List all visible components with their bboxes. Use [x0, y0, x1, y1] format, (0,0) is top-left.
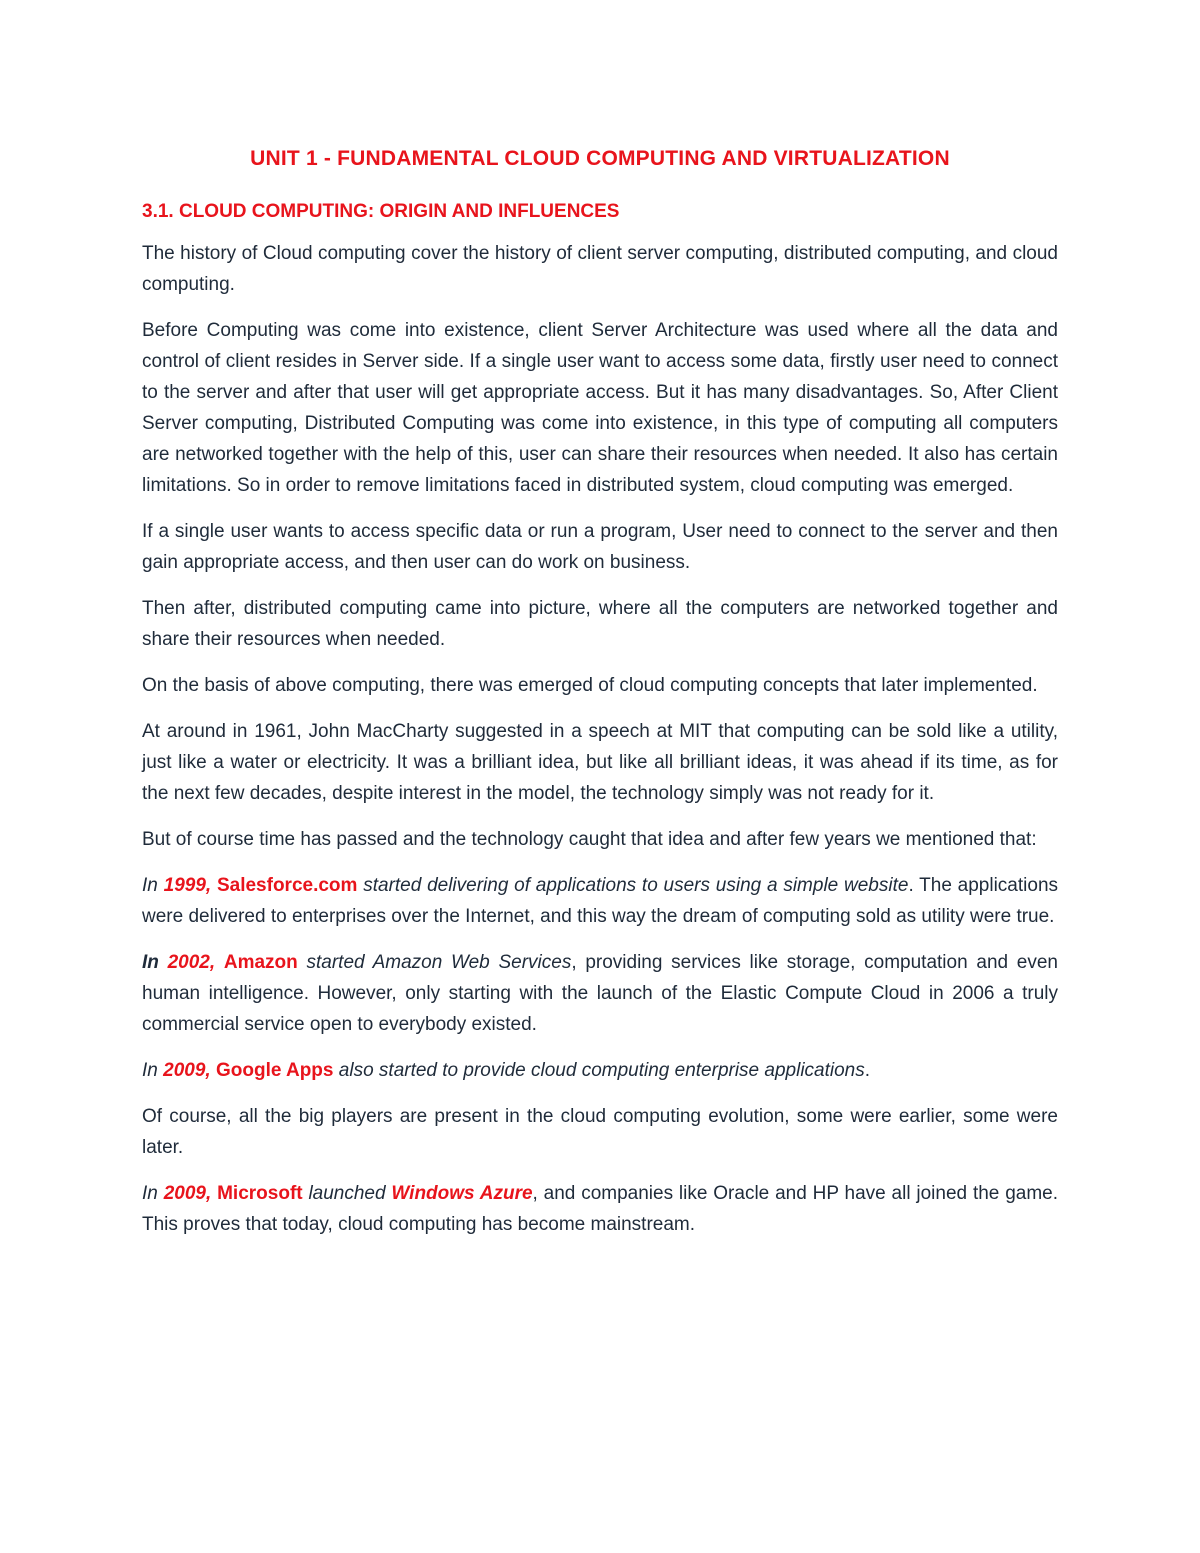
milestone-year: 2002,	[167, 952, 216, 973]
milestone-year: 2009,	[163, 1060, 211, 1081]
milestone-rest: . The applications were delivered to enterprises over the Internet, and this way the dream of computing sold as utility were true.	[142, 875, 1059, 927]
paragraph-history: The history of Cloud computing cover the history of client server computing, distributed computing, and cloud computing.	[142, 243, 1058, 295]
milestone-in: In	[142, 952, 159, 973]
milestone-company: Salesforce.com	[216, 875, 358, 896]
milestone-action: also started to provide cloud computing enterprise applications	[338, 1060, 865, 1081]
milestone-in: In	[142, 1183, 158, 1204]
paragraph-basis: On the basis of above computing, there was emerged of cloud computing concepts that later implemented.	[142, 675, 1038, 696]
milestone-in: In	[142, 875, 158, 896]
milestone-2009-google	[142, 1055, 1058, 1086]
milestone-year: 2009,	[163, 1183, 212, 1204]
milestone-1999	[142, 870, 1058, 932]
milestone-product: Windows Azure	[391, 1183, 533, 1204]
paragraph-time-passed: But of course time has passed and the technology caught that idea and after few years we mentioned that:	[142, 829, 1037, 850]
milestone-2009-microsoft	[142, 1178, 1058, 1240]
milestone-in: In	[142, 1060, 158, 1081]
paragraph-client-server: Before Computing was come into existence, client Server Architecture was used where all the data and control of client resides in Server side. If a single user want to access some data, firstly user need to connect to the server and after that user will get appropriate access. But it has many disadvantages. So, After Client Server computing, Distributed Computing was come into existence, in this type of computing all computers are networked together with the help of this, user can share their resources when needed. It also has certain limitations. So in order to remove limitations faced in distributed system, cloud computing was emerged.	[142, 320, 1058, 496]
milestone-rest: , and companies like Oracle and HP have all joined the game. This proves that today, cloud computing has become mainstream.	[142, 1183, 1059, 1235]
paragraph-distributed: Then after, distributed computing came into picture, where all the computers are networked together and share their resources when needed.	[142, 598, 1058, 650]
paragraph-single-user: If a single user wants to access specific data or run a program, User need to connect to the server and then gain appropriate access, and then user can do work on business.	[142, 521, 1058, 573]
milestone-action: started Amazon Web Services	[306, 952, 572, 973]
milestone-rest: .	[864, 1060, 871, 1081]
section-heading: 3.1. CLOUD COMPUTING: ORIGIN AND INFLUENCES	[142, 201, 620, 222]
milestone-company: Microsoft	[217, 1183, 303, 1204]
page-title: UNIT 1 - FUNDAMENTAL CLOUD COMPUTING AND VIRTUALIZATION	[250, 147, 950, 170]
milestone-rest: , providing services like storage, computation and even human intelligence. However, only starting with the launch of the Elastic Compute Cloud in 2006 a truly commercial service open to everybody existed.	[142, 952, 1058, 1035]
paragraph-maccharty: At around in 1961, John MacCharty suggested in a speech at MIT that computing can be sold like a utility, just like a water or electricity. It was a brilliant idea, but like all brilliant ideas, it was ahead if its time, as for the next few decades, despite interest in the model, the technology simply was not ready for it.	[142, 721, 1058, 804]
milestone-company: Amazon	[223, 952, 298, 973]
document-page	[142, 142, 1058, 1255]
paragraph-big-players: Of course, all the big players are present in the cloud computing evolution, some were earlier, some were later.	[142, 1106, 1058, 1158]
milestone-company: Google Apps	[215, 1060, 334, 1081]
milestone-action: started delivering of applications to users using a simple website	[363, 875, 909, 896]
milestone-year: 1999,	[163, 875, 212, 896]
milestone-action: launched	[308, 1183, 386, 1204]
milestone-2002	[142, 947, 1058, 1040]
